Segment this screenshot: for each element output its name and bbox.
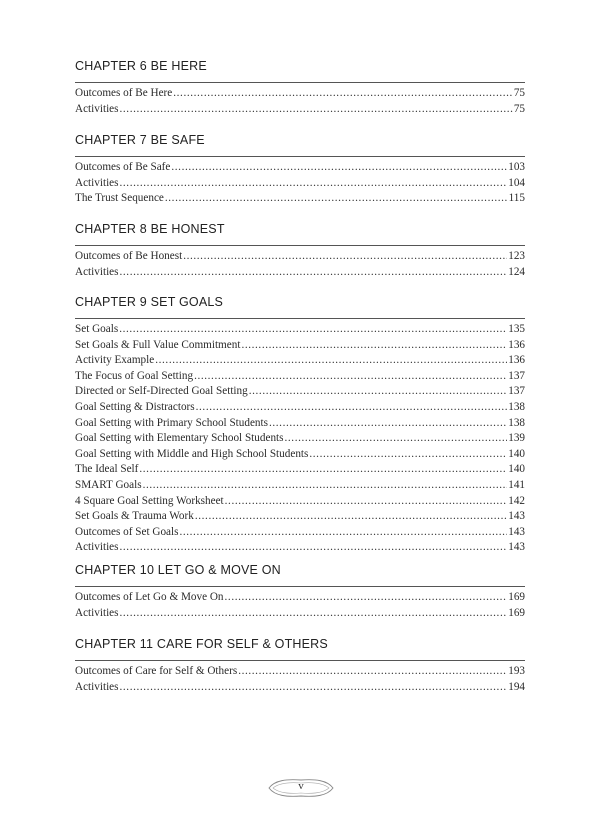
- toc-entry: [75, 102, 525, 118]
- entry-page-number: 124: [508, 265, 525, 278]
- dot-leader: [173, 86, 513, 102]
- page-number-ornament: [265, 777, 337, 799]
- chapter-section: [75, 132, 525, 207]
- entry-title: Activity Example: [75, 354, 155, 367]
- entry-title: The Trust Sequence: [75, 192, 164, 205]
- chapter-rule: [75, 318, 525, 319]
- chapter-heading: CHAPTER 8 BE HONEST: [75, 222, 225, 236]
- entry-page-number: 169: [508, 606, 525, 619]
- entry-title: Set Goals: [75, 323, 119, 335]
- toc-entry: [75, 176, 525, 192]
- dot-leader: [196, 400, 508, 416]
- chapter-heading: CHAPTER 10 LET GO & MOVE ON: [75, 563, 281, 577]
- chapter-rule: [75, 586, 525, 587]
- chapter-rule: [75, 156, 525, 157]
- entry-title: Set Goals & Full Value Commitment: [75, 338, 241, 351]
- dot-leader: [119, 322, 507, 338]
- chapter-section: [75, 221, 525, 280]
- dot-leader: [120, 265, 508, 281]
- entry-page-number: 104: [508, 176, 525, 189]
- entry-page-number: 136: [508, 338, 525, 351]
- dot-leader: [120, 680, 508, 696]
- chapter-rule: [75, 660, 525, 661]
- dot-leader: [120, 606, 508, 622]
- entry-title: Goal Setting with Primary School Students: [75, 416, 268, 429]
- dot-leader: [183, 249, 507, 265]
- toc-entry: [75, 431, 525, 447]
- dot-leader: [155, 353, 507, 369]
- entry-page-number: 142: [508, 494, 525, 507]
- dot-leader: [238, 664, 507, 680]
- toc-entry: [75, 590, 525, 606]
- dot-leader: [309, 447, 507, 463]
- entry-title: Goal Setting & Distractors: [75, 400, 195, 413]
- toc-entry: [75, 353, 525, 369]
- entry-page-number: 193: [508, 665, 525, 677]
- toc-entry: [75, 416, 525, 432]
- entry-title: 4 Square Goal Setting Worksheet: [75, 494, 224, 507]
- entry-title: Goal Setting with Middle and High School Students: [75, 447, 309, 460]
- toc-entry: [75, 664, 525, 680]
- entry-page-number: 137: [508, 369, 525, 382]
- entry-page-number: 123: [508, 250, 525, 262]
- chapter-rule: [75, 82, 525, 83]
- toc-entry: [75, 525, 525, 541]
- entry-title: Outcomes of Set Goals: [75, 525, 179, 538]
- toc-entry: [75, 338, 525, 354]
- entry-title: Goal Setting with Elementary School Students: [75, 432, 284, 445]
- chapter-heading: CHAPTER 11 CARE FOR SELF & OTHERS: [75, 637, 328, 651]
- entry-title: Outcomes of Be Honest: [75, 250, 183, 262]
- dot-leader: [120, 540, 508, 556]
- dot-leader: [225, 494, 508, 510]
- entry-title: Outcomes of Be Safe: [75, 161, 171, 173]
- toc-entry: [75, 606, 525, 622]
- dot-leader: [194, 369, 507, 385]
- dot-leader: [195, 509, 507, 525]
- chapter-heading: CHAPTER 6 BE HERE: [75, 59, 207, 73]
- entry-page-number: 140: [508, 463, 525, 476]
- entry-page-number: 143: [508, 525, 525, 538]
- toc-entry: [75, 191, 525, 207]
- entry-page-number: 75: [513, 87, 525, 99]
- entry-page-number: 140: [508, 447, 525, 460]
- entry-title: Activities: [75, 102, 119, 115]
- toc-entry: [75, 509, 525, 525]
- entry-page-number: 143: [508, 541, 525, 554]
- entry-title: Outcomes of Care for Self & Others: [75, 665, 238, 677]
- toc-entry: [75, 384, 525, 400]
- dot-leader: [120, 102, 513, 118]
- dot-leader: [285, 431, 508, 447]
- dot-leader: [139, 462, 507, 478]
- entry-page-number: 194: [508, 680, 525, 693]
- dot-leader: [120, 176, 508, 192]
- chapter-section: [75, 294, 525, 556]
- toc-entry: [75, 86, 525, 102]
- dot-leader: [249, 384, 507, 400]
- entry-page-number: 137: [508, 385, 525, 398]
- toc-entry: [75, 478, 525, 494]
- entry-page-number: 103: [508, 161, 525, 173]
- entry-title: Activities: [75, 541, 119, 554]
- entry-page-number: 136: [508, 354, 525, 367]
- dot-leader: [179, 525, 507, 541]
- toc-entry: [75, 462, 525, 478]
- toc-entry: [75, 160, 525, 176]
- toc-entry: [75, 369, 525, 385]
- chapter-section: [75, 58, 525, 117]
- toc-entry: [75, 400, 525, 416]
- entry-page-number: 115: [508, 192, 525, 205]
- toc-entry: [75, 322, 525, 338]
- entry-title: Set Goals & Trauma Work: [75, 510, 194, 523]
- entry-page-number: 169: [508, 591, 525, 603]
- toc-entry: [75, 494, 525, 510]
- entry-page-number: 138: [508, 400, 525, 413]
- entry-title: Outcomes of Be Here: [75, 87, 173, 99]
- chapter-section: [75, 562, 525, 621]
- entry-title: Activities: [75, 606, 119, 619]
- entry-title: The Focus of Goal Setting: [75, 369, 194, 382]
- chapter-heading: CHAPTER 9 SET GOALS: [75, 295, 224, 309]
- entry-page-number: 75: [513, 102, 525, 115]
- entry-title: Directed or Self-Directed Goal Setting: [75, 385, 248, 398]
- dot-leader: [143, 478, 508, 494]
- toc-entry: [75, 265, 525, 281]
- dot-leader: [225, 590, 508, 606]
- dot-leader: [165, 191, 508, 207]
- page-number: v: [298, 780, 304, 792]
- chapter-heading: CHAPTER 7 BE SAFE: [75, 133, 205, 147]
- entry-page-number: 135: [508, 323, 525, 335]
- chapter-section: [75, 636, 525, 695]
- toc-entry: [75, 249, 525, 265]
- toc-entry: [75, 447, 525, 463]
- entry-page-number: 143: [508, 510, 525, 523]
- toc-entry: [75, 540, 525, 556]
- entry-title: The Ideal Self: [75, 463, 139, 476]
- toc-entry: [75, 680, 525, 696]
- dot-leader: [269, 416, 507, 432]
- entry-page-number: 141: [508, 478, 525, 491]
- entry-title: Activities: [75, 680, 119, 693]
- dot-leader: [171, 160, 507, 176]
- entry-title: Activities: [75, 265, 119, 278]
- entry-title: SMART Goals: [75, 478, 142, 491]
- entry-page-number: 138: [508, 416, 525, 429]
- entry-title: Activities: [75, 176, 119, 189]
- entry-page-number: 139: [508, 432, 525, 445]
- entry-title: Outcomes of Let Go & Move On: [75, 591, 224, 603]
- dot-leader: [241, 338, 507, 354]
- chapter-rule: [75, 245, 525, 246]
